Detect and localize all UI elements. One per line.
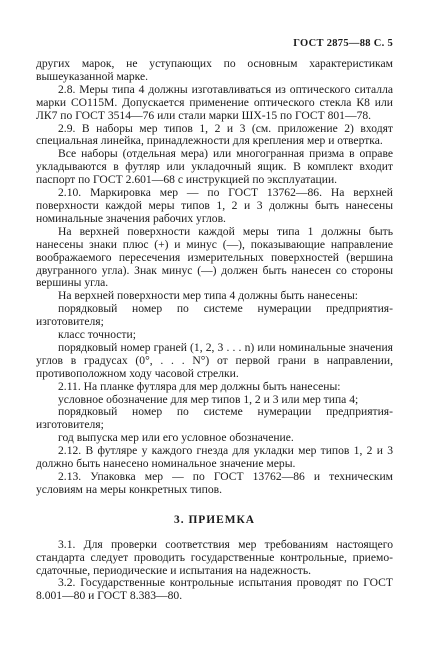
- paragraph: 2.9. В наборы мер типов 1, 2 и 3 (см. приложение 2) входят специальная линейка, принадлежности для крепления мер и отвертка.: [36, 121, 393, 148]
- paragraph: 2.8. Меры типа 4 должны изготавливаться из оптического ситалла марки СО115М. Допускается применение оптического стекла К8 или ЛК7 по ГОСТ 3514—76 или стали марки ШХ-15 по ГОСТ 801—78.: [36, 82, 393, 122]
- paragraph: 2.12. В футляре у каждого гнезда для укладки мер типов 1, 2 и 3 должно быть нанесено номинальное значение меры.: [36, 444, 393, 471]
- paragraph: порядковый номер по системе нумерации предприятия-изготовителя;: [36, 302, 393, 329]
- document-body: [36, 58, 393, 603]
- paragraph: 2.10. Маркировка мер — по ГОСТ 13762—86. На верхней поверхности каждой меры типов 1, 2 и 3 должны быть нанесены номинальные значения рабочих углов.: [36, 186, 393, 225]
- paragraph: 3.1. Для проверки соответствия мер требованиям настоящего стандарта следует проводить государственные контрольные, приемо-сдаточные, периодические и испытания на надежность.: [36, 537, 393, 577]
- paragraph: 3.2. Государственные контрольные испытания проводят по ГОСТ 8.001—80 и ГОСТ 8.383—80.: [36, 576, 393, 603]
- paragraph: условное обозначение для мер типов 1, 2 и 3 или мер типа 4;: [58, 392, 359, 406]
- paragraph: порядковый номер по системе нумерации предприятия-изготовителя;: [36, 405, 393, 432]
- paragraph: На верхней поверхности мер типа 4 должны быть нанесены:: [58, 289, 358, 303]
- paragraph: На верхней поверхности каждой меры типа 1 должны быть нанесены знаки плюс (+) и минус (—), показывающие направление воображаемого пересечения измерительных поверхностей (вершина двугранного угла). Знак минус (—) должен быть нанесен со стороны вершины угла.: [36, 224, 393, 290]
- paragraph: год выпуска мер или его условное обозначение.: [58, 431, 294, 445]
- paragraph: других марок, не уступающих по основным характеристикам вышеуказанной марке.: [36, 57, 393, 83]
- page-header: ГОСТ 2875—88 С. 5: [293, 38, 393, 49]
- paragraph: Все наборы (отдельная мера) или многогранная призма в оправе укладываются в футляр или укладочный ящик. В комплект входит паспорт по ГОСТ 2.601—68 с инструкцией по эксплуатации.: [36, 147, 393, 187]
- paragraph: класс точности;: [58, 328, 136, 342]
- paragraph: 2.13. Упаковка мер — по ГОСТ 13762—86 и техническим условиям на меры конкретных типов.: [36, 470, 393, 496]
- paragraph: порядковый номер граней (1, 2, 3 . . . n) или номинальные значения углов в градусах (0°, . . . N°) от первой грани в направлении, противоположном ходу часовой стрелки.: [36, 340, 393, 380]
- paragraph: 2.11. На планке футляра для мер должны быть нанесены:: [58, 379, 341, 393]
- section-title: 3. ПРИЕМКА: [174, 513, 255, 526]
